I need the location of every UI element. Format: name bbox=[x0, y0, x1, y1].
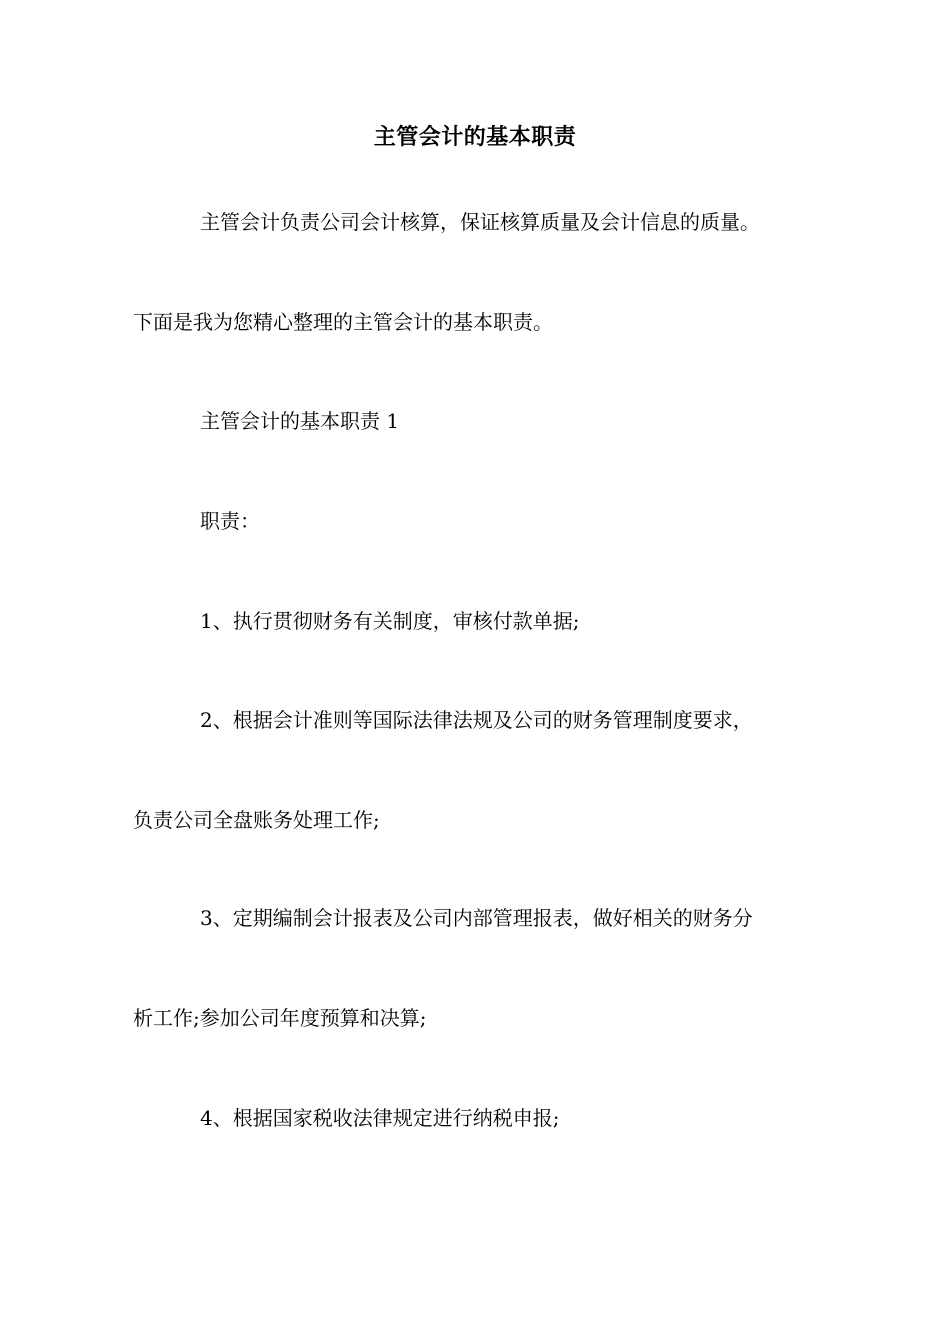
intro-paragraph-line-2: 下面是我为您精心整理的主管会计的基本职责。 bbox=[133, 310, 553, 334]
document-title: 主管会计的基本职责 bbox=[373, 125, 577, 150]
duties-label: 职责： bbox=[200, 509, 260, 533]
duty-item-3-line-1: 3、定期编制会计报表及公司内部管理报表，做好相关的财务分 bbox=[200, 906, 753, 930]
duty-item-2-line-1: 2、根据会计准则等国际法律法规及公司的财务管理制度要求， bbox=[200, 708, 753, 732]
duty-item-3-line-2: 析工作;参加公司年度预算和决算; bbox=[133, 1006, 427, 1030]
section-heading: 主管会计的基本职责 1 bbox=[200, 409, 400, 433]
duty-item-2-line-2: 负责公司全盘账务处理工作; bbox=[133, 808, 380, 832]
intro-paragraph-line-1: 主管会计负责公司会计核算，保证核算质量及会计信息的质量。 bbox=[200, 210, 760, 234]
duty-item-4: 4、根据国家税收法律规定进行纳税申报; bbox=[200, 1106, 560, 1130]
duty-item-1: 1、执行贯彻财务有关制度，审核付款单据; bbox=[200, 609, 580, 633]
